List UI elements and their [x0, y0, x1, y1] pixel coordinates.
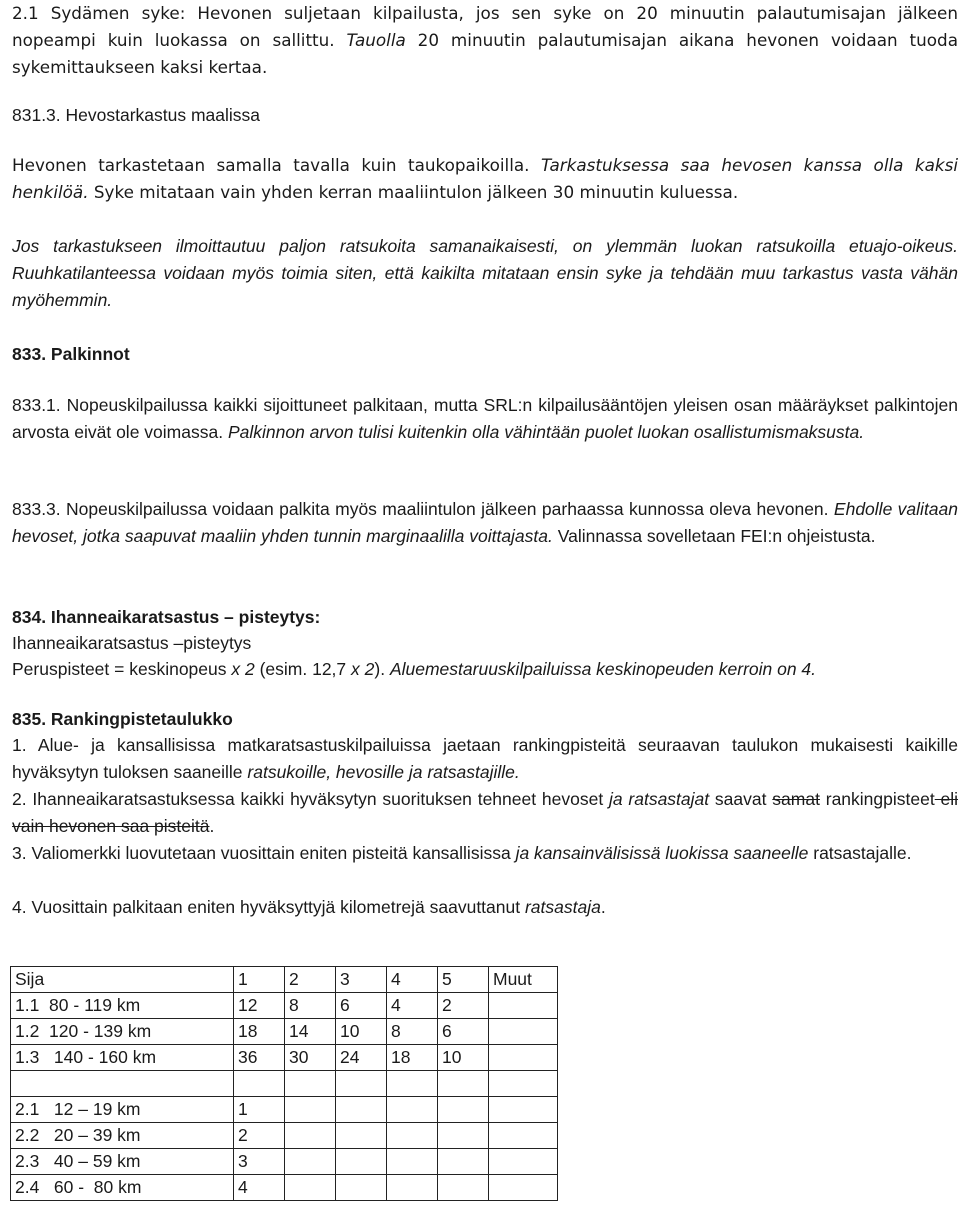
text-run-italic: Palkinnon arvon tulisi kuitenkin olla vähintään puolet luokan osallistumismaksusta.	[227, 422, 865, 442]
text-run: Valinnassa sovelletaan FEI:n ohjeistusta.	[552, 526, 876, 546]
table-cell: 2.1 12 – 19 km	[11, 1097, 234, 1123]
text-run: 2.1 Sydämen syke: Hevonen suljetaan kilpailusta, jos sen syke on 20 minuutin palautumisajan jälkeen nopeampi kuin luokassa on sallittu.	[12, 3, 958, 50]
table-cell: 8	[285, 993, 336, 1019]
table-cell	[387, 1097, 438, 1123]
table-header-cell: 2	[285, 967, 336, 993]
table-cell	[438, 1123, 489, 1149]
ranking-item-2	[12, 786, 958, 840]
text-run: saavat	[709, 789, 773, 809]
table-cell: 2.4 60 - 80 km	[11, 1175, 234, 1201]
table-cell	[489, 1019, 558, 1045]
table-cell: 24	[336, 1045, 387, 1071]
text-run: 4. Vuosittain palkitaan eniten hyväksyttyjä kilometrejä saavuttanut	[12, 897, 525, 917]
ranking-item-3	[12, 840, 958, 867]
table-cell: 4	[387, 993, 438, 1019]
table-header-cell: Muut	[489, 967, 558, 993]
text-run: 833.1. Nopeuskilpailussa kaikki sijoittuneet palkitaan, mutta SRL:n kilpailusääntöjen yleisen osan määräykset palkintojen arvosta eivät ole voimassa.	[12, 395, 958, 442]
table-header-cell: 5	[438, 967, 489, 993]
heading-835: 835. Rankingpistetaulukko	[12, 709, 233, 729]
table-cell	[489, 993, 558, 1019]
text-run: Hevonen tarkastetaan samalla tavalla kuin taukopaikoilla.	[12, 155, 541, 175]
table-cell	[438, 1175, 489, 1201]
table-cell	[489, 1149, 558, 1175]
table-cell	[285, 1097, 336, 1123]
paragraph-2-1	[12, 0, 958, 81]
text-run-italic: ja ratsastajat	[608, 789, 710, 809]
text-run-italic: Aluemestaruuskilpailuissa keskinopeuden kerroin on 4.	[389, 659, 817, 679]
text-run-italic: ratsukoille, hevosille ja ratsastajille.	[247, 762, 520, 782]
text-run: .	[209, 816, 215, 836]
table-cell	[387, 1071, 438, 1097]
table-row	[11, 1123, 558, 1149]
table-row	[11, 1071, 558, 1097]
text-run-italic: x 2	[351, 659, 375, 679]
table-cell	[285, 1175, 336, 1201]
text-run-italic: ja kansainvälisissä luokissa saaneelle	[515, 843, 809, 863]
table-cell: 14	[285, 1019, 336, 1045]
text-run: (esim. 12,7	[254, 659, 352, 679]
table-cell	[387, 1123, 438, 1149]
ranking-item-4	[12, 894, 958, 921]
table-cell	[489, 1123, 558, 1149]
text-run-italic: Tauolla	[346, 30, 406, 50]
table-cell	[489, 1071, 558, 1097]
table-cell: 4	[234, 1175, 285, 1201]
heading-834: 834. Ihanneaikaratsastus – pisteytys:	[12, 607, 321, 627]
table-row	[11, 1175, 558, 1201]
table-cell: 6	[336, 993, 387, 1019]
table-header-cell: Sija	[11, 967, 234, 993]
table-cell	[438, 1071, 489, 1097]
table-cell: 18	[234, 1019, 285, 1045]
table-row	[11, 1045, 558, 1071]
table-cell: 1.3 140 - 160 km	[11, 1045, 234, 1071]
table-cell: 2	[234, 1123, 285, 1149]
text-run-italic: x 2	[231, 659, 255, 679]
table-cell	[285, 1123, 336, 1149]
text-run-italic: Tarkastuksessa saa hevosen kanssa olla kaksi henkilöä.	[12, 155, 959, 202]
table-cell: 8	[387, 1019, 438, 1045]
table-cell	[387, 1175, 438, 1201]
table-cell: 18	[387, 1045, 438, 1071]
table-cell	[336, 1123, 387, 1149]
ranking-table-body	[11, 967, 558, 1201]
table-cell: 2.3 40 – 59 km	[11, 1149, 234, 1175]
text-run-italic: Ruuhkatilanteessa voidaan myös toimia siten, että kaikilta mitataan ensin syke ja tehdään muu tarkastus vasta vähän myöhemmin.	[12, 263, 958, 310]
text-run: 1. Alue- ja kansallisissa matkaratsastuskilpailuissa jaetaan rankingpisteitä seuraavan taulukon mukaisesti kaikille hyväksytyn tuloksen saaneille	[12, 735, 958, 782]
table-header-cell: 1	[234, 967, 285, 993]
table-row	[11, 1019, 558, 1045]
table-header-cell: 4	[387, 967, 438, 993]
table-cell: 1.1 80 - 119 km	[11, 993, 234, 1019]
paragraph-priority	[12, 233, 958, 314]
table-cell	[285, 1071, 336, 1097]
ranking-table	[10, 966, 558, 1201]
line-834-formula	[12, 656, 958, 683]
table-cell: 36	[234, 1045, 285, 1071]
text-run: ratsastajalle.	[808, 843, 912, 863]
text-run: Peruspisteet = keskinopeus	[12, 659, 232, 679]
table-cell	[336, 1175, 387, 1201]
heading-831-3: 831.3. Hevostarkastus maalissa	[12, 105, 261, 125]
table-row	[11, 1149, 558, 1175]
text-run-strikethrough: eli vain hevonen saa pisteitä	[12, 789, 959, 836]
table-cell	[336, 1071, 387, 1097]
table-cell	[234, 1071, 285, 1097]
table-cell	[285, 1149, 336, 1175]
paragraph-833-1	[12, 392, 958, 446]
table-row	[11, 1097, 558, 1123]
table-cell: 1	[234, 1097, 285, 1123]
text-run-strikethrough: samat	[772, 789, 820, 809]
table-cell	[387, 1149, 438, 1175]
table-header-row	[11, 967, 558, 993]
table-cell	[438, 1149, 489, 1175]
text-run: 2. Ihanneaikaratsastuksessa kaikki hyväksytyn suorituksen tehneet hevoset	[12, 789, 609, 809]
text-run: ).	[374, 659, 390, 679]
table-cell: 30	[285, 1045, 336, 1071]
text-run-italic: ratsastaja	[524, 897, 601, 917]
text-run-italic: Jos tarkastukseen ilmoittautuu paljon ratsukoita samanaikaisesti, on ylemmän luokan ratsukoilla etuajo-oikeus.	[12, 236, 958, 256]
paragraph-833-3	[12, 496, 958, 550]
table-cell: 2	[438, 993, 489, 1019]
table-cell: 10	[438, 1045, 489, 1071]
text-run: Syke mitataan vain yhden kerran maaliintulon jälkeen 30 minuutin kuluessa.	[88, 182, 739, 202]
table-cell	[489, 1097, 558, 1123]
table-cell	[11, 1071, 234, 1097]
table-header-cell: 3	[336, 967, 387, 993]
table-cell: 6	[438, 1019, 489, 1045]
table-cell: 1.2 120 - 139 km	[11, 1019, 234, 1045]
table-row	[11, 993, 558, 1019]
text-run: 20 minuutin palautumisajan aikana hevonen voidaan tuoda sykemittaukseen kaksi kertaa.	[12, 30, 958, 77]
table-cell	[438, 1097, 489, 1123]
table-cell	[489, 1045, 558, 1071]
table-cell: 12	[234, 993, 285, 1019]
table-cell: 2.2 20 – 39 km	[11, 1123, 234, 1149]
table-cell	[336, 1149, 387, 1175]
heading-833: 833. Palkinnot	[12, 344, 130, 364]
table-cell: 3	[234, 1149, 285, 1175]
paragraph-831-3-a	[12, 152, 958, 206]
text-run: rankingpisteet	[819, 789, 935, 809]
ranking-item-1	[12, 732, 958, 786]
text-run-italic: Ehdolle valitaan hevoset, jotka saapuvat maaliin yhden tunnin marginaalilla voittajasta.	[12, 499, 958, 546]
text-run: .	[600, 897, 606, 917]
table-cell	[489, 1175, 558, 1201]
table-cell: 10	[336, 1019, 387, 1045]
text-run: 3. Valiomerkki luovutetaan vuosittain eniten pisteitä kansallisissa	[12, 843, 516, 863]
line-834-title: Ihanneaikaratsastus –pisteytys	[12, 633, 252, 653]
text-run: 833.3. Nopeuskilpailussa voidaan palkita myös maaliintulon jälkeen parhaassa kunnossa oleva hevonen.	[12, 499, 834, 519]
table-cell	[336, 1097, 387, 1123]
